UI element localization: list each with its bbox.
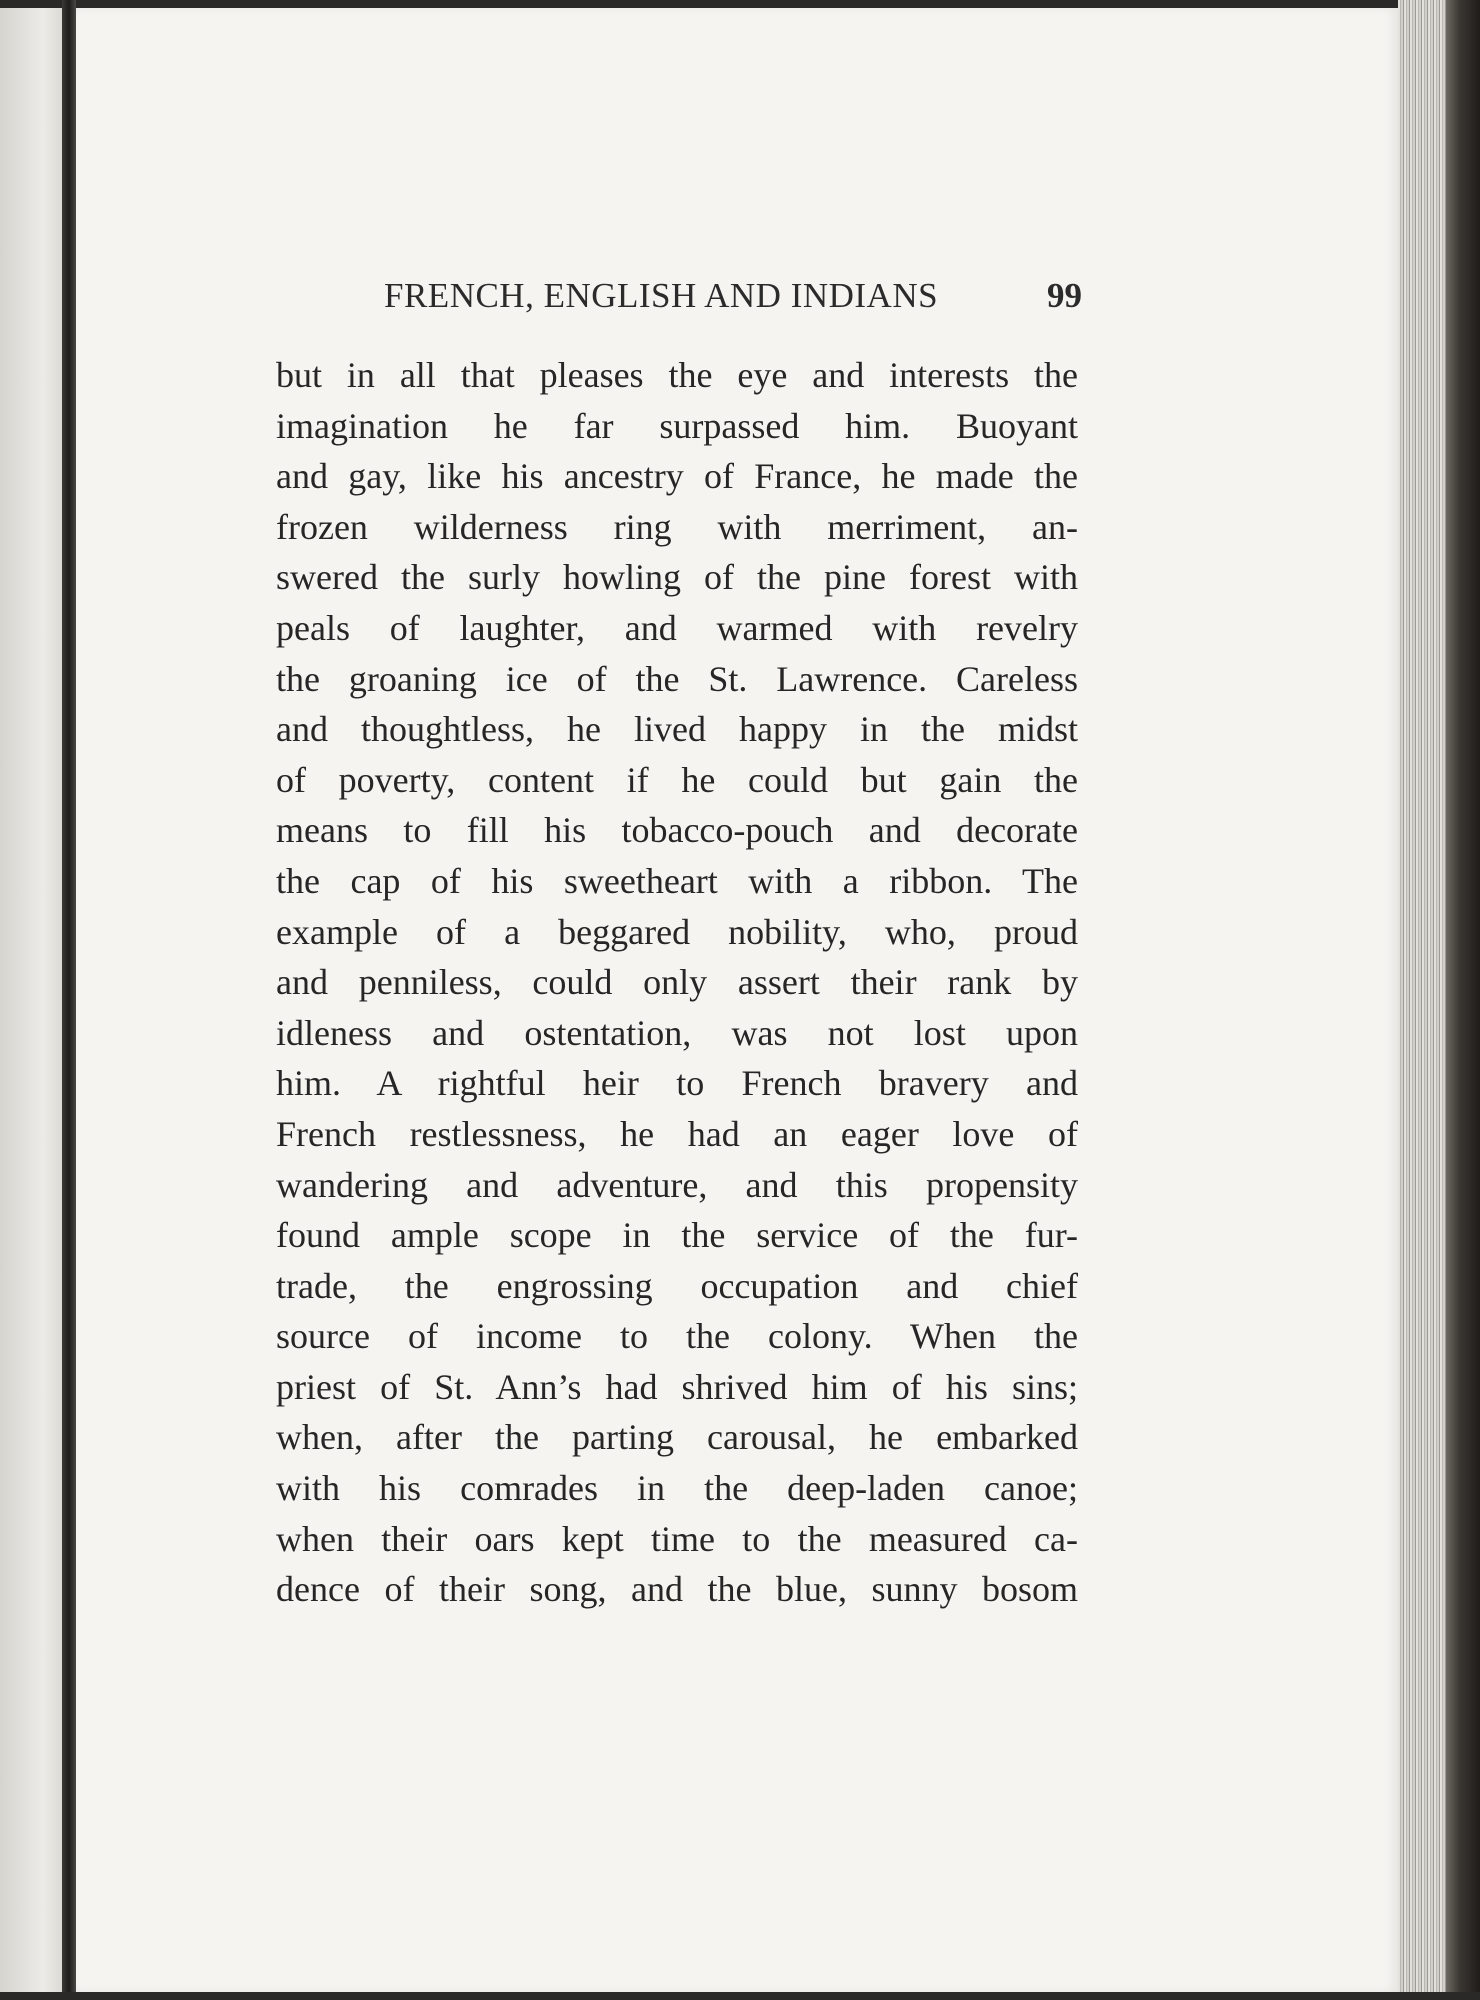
text-line: source of income to the colony. When the [276, 1316, 1078, 1357]
text-line: trade, the engrossing occupation and chief [276, 1265, 1078, 1306]
text-line: the cap of his sweetheart with a ribbon. The [276, 860, 1078, 901]
text-line: priest of St. Ann’s had shrived him of his sins; [276, 1366, 1078, 1407]
scan-bottom-edge [0, 1992, 1480, 2000]
text-line: dence of their song, and the blue, sunny bosom [276, 1569, 1078, 1610]
text-line: example of a beggared nobility, who, proud [276, 911, 1078, 952]
text-line: when, after the parting carousal, he embarked [276, 1417, 1078, 1458]
text-line: of poverty, content if he could but gain the [276, 759, 1078, 800]
text-line: when their oars kept time to the measured ca- [276, 1518, 1078, 1559]
text-line: swered the surly howling of the pine forest with [276, 557, 1078, 598]
text-line: means to fill his tobacco-pouch and decorate [276, 810, 1078, 851]
text-line: idleness and ostentation, was not lost upon [276, 1012, 1078, 1053]
text-line: French restlessness, he had an eager love of [276, 1113, 1078, 1154]
text-line: peals of laughter, and warmed with revelry [276, 607, 1078, 648]
scan-top-edge [0, 0, 1480, 8]
text-line: imagination he far surpassed him. Buoyant [276, 405, 1078, 446]
text-line: and penniless, could only assert their rank by [276, 962, 1078, 1003]
book-page-edges [1398, 0, 1480, 2000]
text-line: found ample scope in the service of the fur- [276, 1215, 1078, 1256]
text-line: and thoughtless, he lived happy in the midst [276, 709, 1078, 750]
page-number: 99 [1047, 276, 1082, 315]
facing-page-edge [0, 8, 62, 1992]
text-line: him. A rightful heir to French bravery and [276, 1063, 1078, 1104]
text-line: the groaning ice of the St. Lawrence. Careless [276, 658, 1078, 699]
text-line: with his comrades in the deep-laden canoe; [276, 1468, 1078, 1509]
text-line: and gay, like his ancestry of France, he made the [276, 456, 1078, 497]
book-gutter [62, 0, 76, 2000]
running-title: FRENCH, ENGLISH AND INDIANS [384, 276, 939, 315]
text-line: frozen wilderness ring with merriment, an- [276, 506, 1078, 547]
text-line: wandering and adventure, and this propensity [276, 1164, 1078, 1205]
text-line: but in all that pleases the eye and interests the [276, 355, 1078, 395]
body-text [276, 350, 1078, 1615]
running-head [284, 276, 1082, 320]
